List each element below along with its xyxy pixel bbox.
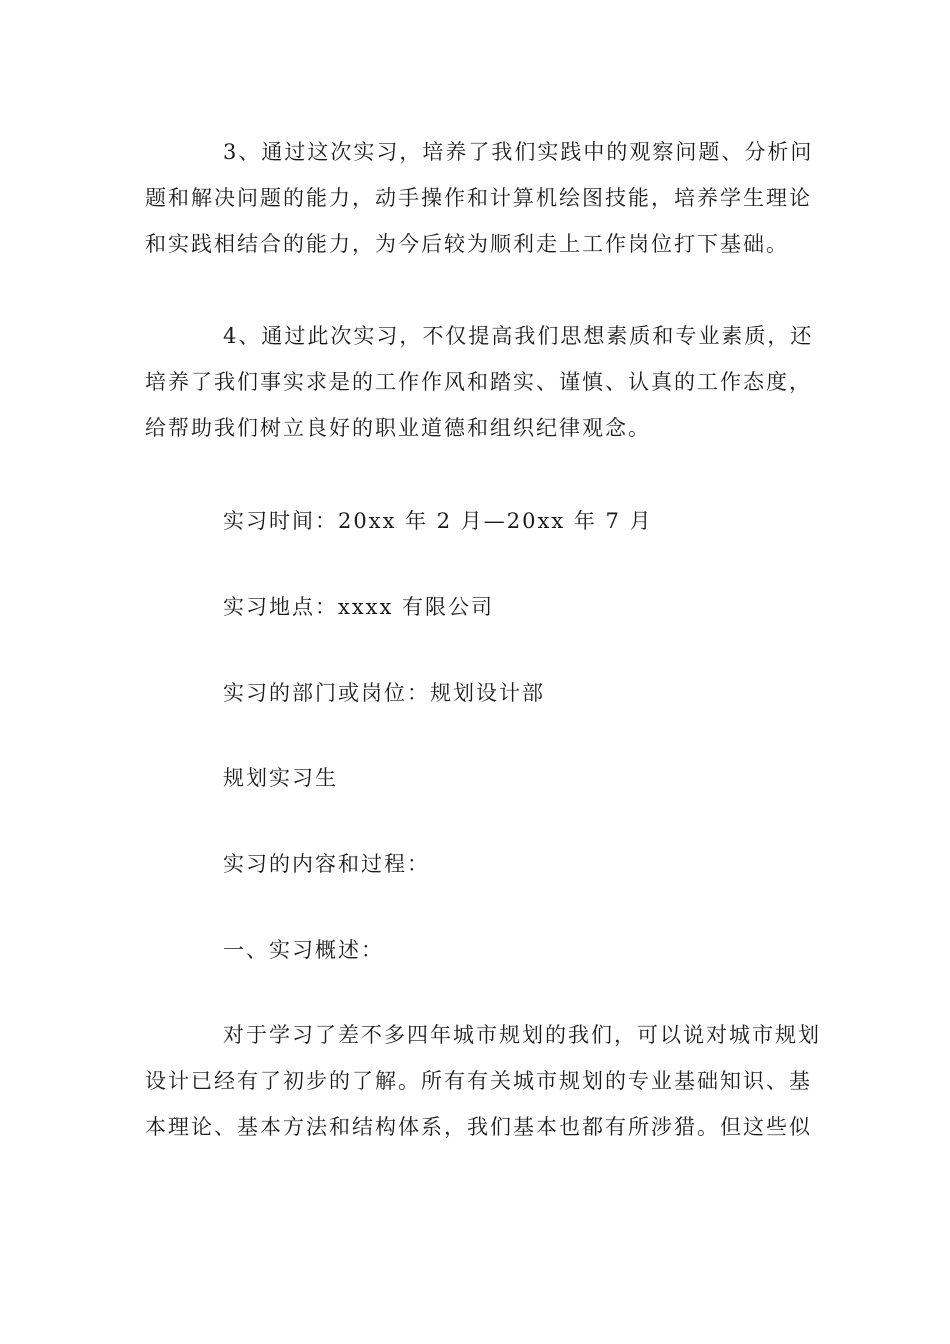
paragraph-line: 4、通过此次实习，不仅提高我们思想素质和专业素质，还 — [223, 324, 814, 348]
internship-department: 实习的部门或岗位：规划设计部 — [223, 681, 545, 705]
paragraph-line: 和实践相结合的能力，为今后较为顺利走上工作岗位打下基础。 — [145, 232, 789, 256]
paragraph-line: 培养了我们事实求是的工作作风和踏实、谨慎、认真的工作态度， — [145, 370, 812, 394]
content-heading: 实习的内容和过程： — [223, 852, 430, 876]
paragraph-line: 本理论、基本方法和结构体系，我们基本也都有所涉猎。但这些似 — [145, 1115, 812, 1139]
paragraph-line: 对于学习了差不多四年城市规划的我们，可以说对城市规划 — [223, 1023, 821, 1047]
paragraph-line: 3、通过这次实习，培养了我们实践中的观察问题、分析问 — [223, 140, 814, 164]
paragraph-4 — [145, 313, 814, 451]
paragraph-line: 题和解决问题的能力，动手操作和计算机绘图技能，培养学生理论 — [145, 186, 812, 210]
paragraph-line: 给帮助我们树立良好的职业道德和组织纪律观念。 — [145, 416, 651, 440]
overview-heading: 一、实习概述： — [223, 938, 384, 962]
internship-location: 实习地点：xxxx 有限公司 — [223, 595, 495, 619]
paragraph-3 — [145, 129, 814, 267]
internship-role: 规划实习生 — [223, 766, 338, 790]
internship-time: 实习时间：20xx 年 2 月—20xx 年 7 月 — [223, 509, 653, 533]
overview-paragraph — [145, 1012, 821, 1150]
paragraph-line: 设计已经有了初步的了解。所有有关城市规划的专业基础知识、基 — [145, 1069, 812, 1093]
